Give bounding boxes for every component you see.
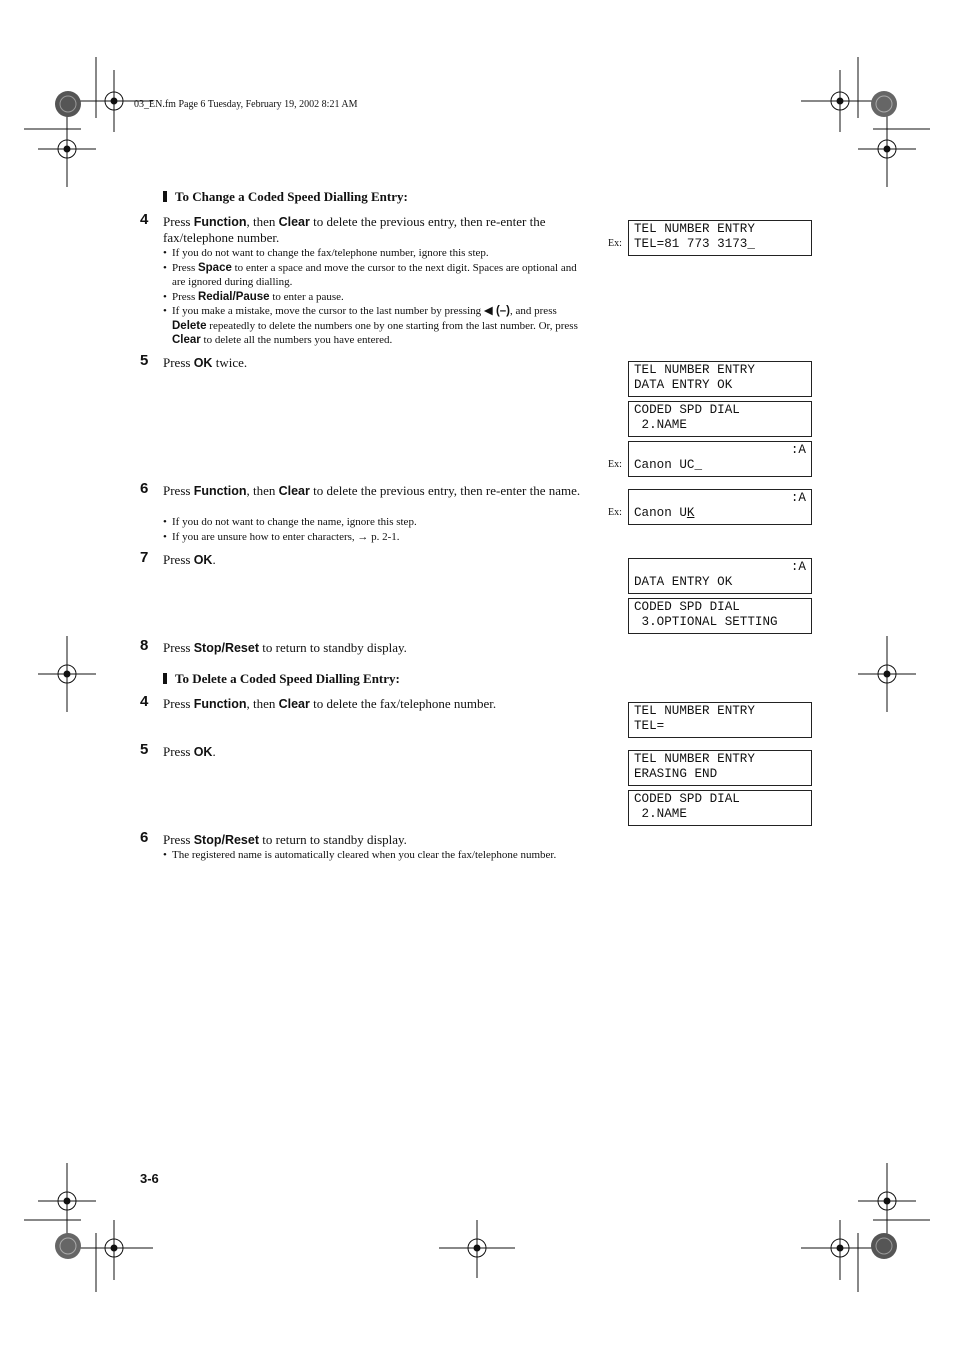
step-notes — [163, 246, 588, 348]
example-label: Ex: — [608, 238, 622, 249]
key-redial-pause: Redial/Pause — [197, 290, 270, 303]
heading-text: To Change a Coded Speed Dialling Entry: — [175, 189, 408, 204]
lcd-display: CODED SPD DIAL 3.OPTIONAL SETTING — [628, 598, 812, 634]
note-item: • If you are unsure how to enter characters, → p. 2-1. — [163, 530, 588, 545]
key-function: Function — [193, 697, 247, 711]
note-item: • If you do not want to change the fax/telephone number, ignore this step. — [163, 246, 588, 261]
key-delete: Delete — [172, 319, 207, 332]
lcd-display: TEL NUMBER ENTRY TEL=81 773 3173_ — [628, 220, 812, 256]
step-text: Press OK. — [163, 744, 216, 759]
lcd-display: CODED SPD DIAL 2.NAME — [628, 790, 812, 826]
lcd-display: :A Canon UC_ — [628, 441, 812, 477]
lcd-display: TEL NUMBER ENTRY DATA ENTRY OK — [628, 361, 812, 397]
step-number: 6 — [140, 480, 149, 497]
example-label: Ex: — [608, 459, 622, 470]
note-item: • Press Space to enter a space and move the cursor to the next digit. Spaces are optional and are ignored during dialling. — [163, 261, 588, 290]
key-ok: OK — [193, 553, 213, 567]
note-item: • If you do not want to change the name, ignore this step. — [163, 515, 588, 530]
example-label: Ex: — [608, 507, 622, 518]
step-notes — [163, 848, 588, 863]
step-text: Press Stop/Reset to return to standby display. — [163, 832, 407, 847]
note-item: • Press Redial/Pause to enter a pause. — [163, 290, 588, 305]
step-number: 4 — [140, 211, 149, 228]
key-ok: OK — [193, 356, 213, 370]
section-heading-change — [163, 189, 408, 205]
step-text: Press Function, then Clear to delete the previous entry, then re-enter the name. — [163, 483, 581, 498]
key-stop-reset: Stop/Reset — [193, 641, 259, 655]
lcd-display: CODED SPD DIAL 2.NAME — [628, 401, 812, 437]
page-number: 3-6 — [140, 1171, 159, 1186]
step-number: 6 — [140, 829, 149, 846]
heading-marker — [163, 673, 167, 684]
key-clear: Clear — [278, 484, 310, 498]
lcd-display: :A DATA ENTRY OK — [628, 558, 812, 594]
key-clear: Clear — [278, 215, 310, 229]
step-notes — [163, 515, 588, 544]
step-number: 8 — [140, 637, 149, 654]
key-clear: Clear — [172, 334, 201, 346]
key-ok: OK — [193, 745, 213, 759]
note-item: • The registered name is automatically cleared when you clear the fax/telephone number. — [163, 848, 588, 863]
step-text: Press OK. — [163, 552, 216, 567]
step-text: Press Stop/Reset to return to standby display. — [163, 640, 407, 655]
lcd-display: TEL NUMBER ENTRY ERASING END — [628, 750, 812, 786]
heading-marker — [163, 191, 167, 202]
key-left-arrow: ◀ (–) — [483, 305, 511, 317]
key-stop-reset: Stop/Reset — [193, 833, 259, 847]
section-heading-delete — [163, 671, 400, 687]
step-text: Press Function, then Clear to delete the previous entry, then re-enter the fax/telephone number. — [163, 214, 546, 245]
heading-text: To Delete a Coded Speed Dialling Entry: — [175, 671, 400, 686]
step-text: Press OK twice. — [163, 355, 248, 370]
cursor-char: K — [686, 505, 695, 520]
step-number: 5 — [140, 741, 149, 758]
step-text: Press Function, then Clear to delete the fax/telephone number. — [163, 696, 497, 711]
file-header: 03_EN.fm Page 6 Tuesday, February 19, 2002 8:21 AM — [134, 99, 358, 110]
lcd-display: :A Canon UK — [628, 489, 812, 525]
step-number: 7 — [140, 549, 149, 566]
lcd-display: TEL NUMBER ENTRY TEL= — [628, 702, 812, 738]
key-function: Function — [193, 215, 247, 229]
step-number: 4 — [140, 693, 149, 710]
key-space: Space — [197, 261, 232, 274]
key-clear: Clear — [278, 697, 310, 711]
step-number: 5 — [140, 352, 149, 369]
key-function: Function — [193, 484, 247, 498]
note-item: • If you make a mistake, move the cursor to the last number by pressing ◀ (–), and press Delete repeatedly to delete the numbers one by one starting from the last number. Or, press Clear to delete all the numbers you have entered. — [163, 304, 588, 348]
